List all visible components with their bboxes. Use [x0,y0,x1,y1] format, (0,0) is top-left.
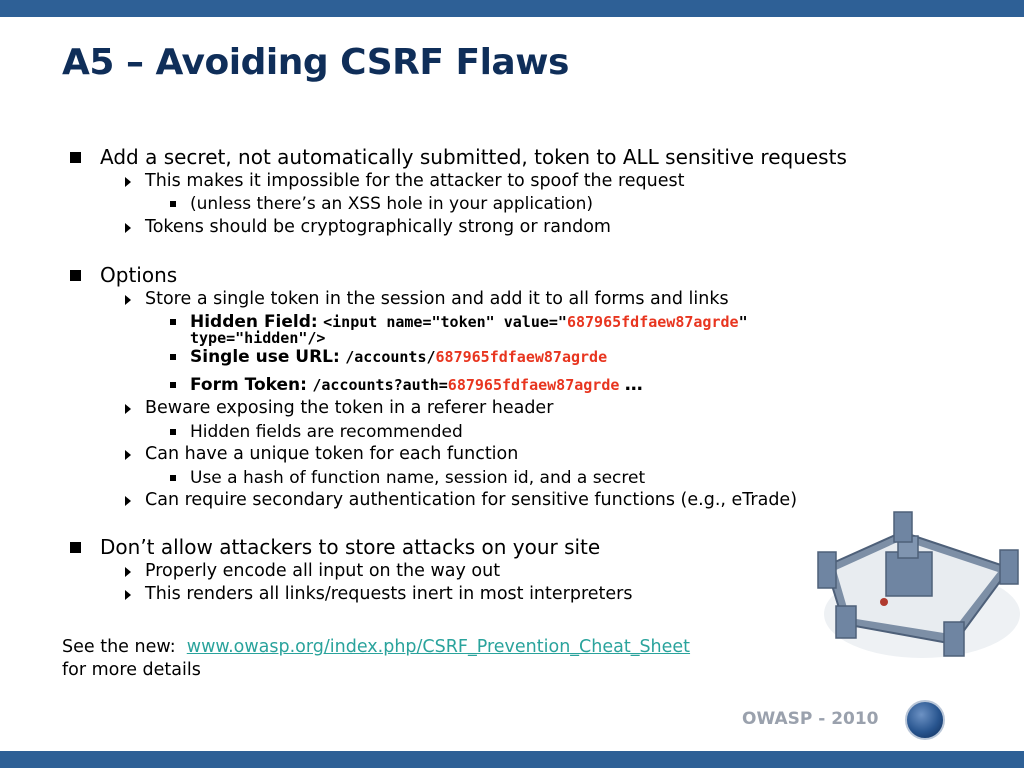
footnote-prefix: See the new: [62,637,176,657]
bullet-text: Tokens should be cryptographically strong or random [145,217,611,237]
arrow-bullet-icon [125,295,131,305]
square-bullet-icon [70,542,81,553]
arrow-bullet-icon [125,567,131,577]
single-use-url-token: 687965fdfaew87agrde [435,348,608,366]
form-token-token: 687965fdfaew87agrde [447,376,620,394]
bullet-text: This makes it impossible for the attacker to spoof the request [145,171,685,191]
bullet-stored-attacks [100,535,600,559]
bullet-text: Add a secret, not automatically submitted, token to ALL sensitive requests [100,145,847,169]
arrow-bullet-icon [125,450,131,460]
small-square-bullet-icon [170,429,176,435]
sub-sub-bullet-hidden-recommended [190,422,463,442]
hidden-field-label: Hidden Field: [190,312,318,332]
arrow-bullet-icon [125,590,131,600]
form-token-label: Form Token: [190,375,307,395]
bullet-text: Options [100,263,178,287]
footer-brand: OWASP - 2010 [742,709,879,729]
bullet-secret-token [100,145,847,169]
arrow-bullet-icon [125,496,131,506]
bottom-bar [0,751,1024,768]
hidden-field-code-end: " [738,313,748,331]
sub-sub-bullet-form-token [190,375,643,395]
hidden-field-code: <input name="token" value=" [323,313,567,331]
bullet-text: Can require secondary authentication for sensitive functions (e.g., eTrade) [145,490,798,510]
bullet-text: This renders all links/requests inert in most interpreters [145,584,633,604]
small-square-bullet-icon [170,354,176,360]
small-square-bullet-icon [170,475,176,481]
bullet-text: Use a hash of function name, session id, and a secret [190,468,646,488]
small-square-bullet-icon [170,201,176,207]
arrow-bullet-icon [125,223,131,233]
sub-bullet-unique-token [145,444,518,465]
small-square-bullet-icon [170,382,176,388]
footnote-suffix: for more details [62,660,201,680]
bullet-text: Can have a unique token for each function [145,444,519,464]
sub-sub-bullet-single-use-url [190,347,607,367]
castle-tower-bottom-right [944,622,964,656]
sub-bullet-spoof [145,171,685,192]
castle-tower-top [894,512,912,542]
sub-bullet-single-token [145,289,729,310]
form-token-code: /accounts?auth= [312,376,448,394]
arrow-bullet-icon [125,404,131,414]
small-square-bullet-icon [170,319,176,325]
bullet-text: Store a single token in the session and add it to all forms and links [145,289,729,309]
bullet-options [100,263,177,287]
bullet-text: Beware exposing the token in a referer header [145,398,554,418]
slide-title: A5 – Avoiding CSRF Flaws [62,42,569,83]
arrow-bullet-icon [125,177,131,187]
castle-tower-right [1000,550,1018,584]
square-bullet-icon [70,152,81,163]
cheat-sheet-link[interactable]: www.owasp.org/index.php/CSRF_Prevention_Cheat_Sheet [186,637,691,657]
single-use-url-code: /accounts/ [345,348,436,366]
footnote-line-1 [62,636,690,658]
castle-illustration [814,494,1024,676]
bullet-text: Properly encode all input on the way out [145,561,501,581]
sub-bullet-inert [145,584,632,605]
sub-bullet-referer [145,398,553,419]
sub-sub-bullet-xss [190,194,593,214]
castle-tower-left [818,552,836,588]
footnote-line-2 [62,659,201,681]
square-bullet-icon [70,270,81,281]
castle-figure [880,598,888,606]
sub-bullet-encode [145,561,500,582]
sub-bullet-crypto [145,217,611,238]
bullet-text: (unless there’s an XSS hole in your application) [190,194,594,214]
sub-bullet-secondary-auth [145,490,797,511]
owasp-logo-icon [905,700,945,740]
hidden-field-continuation [190,330,325,346]
form-token-ellipsis: … [624,374,643,395]
single-use-url-label: Single use URL: [190,347,340,367]
bullet-text: Hidden fields are recommended [190,422,463,442]
bullet-text: Don’t allow attackers to store attacks on your site [100,535,601,559]
castle-tower-bottom-left [836,606,856,638]
hidden-field-token: 687965fdfaew87agrde [566,313,739,331]
sub-sub-bullet-hash [190,468,645,488]
hidden-field-code-type: type="hidden"/> [190,329,326,347]
